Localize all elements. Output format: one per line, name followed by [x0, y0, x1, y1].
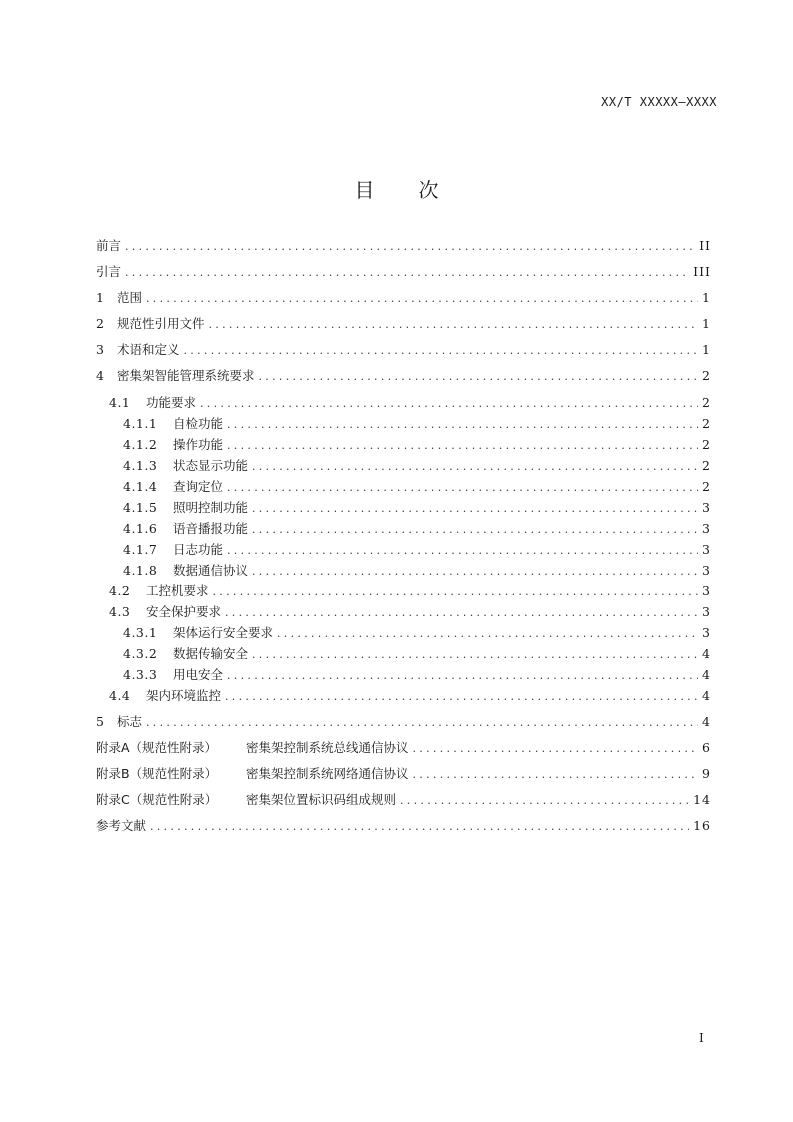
toc-entry-scope[interactable]: [96, 289, 711, 308]
toc-entry-label: 工控机要求: [146, 583, 209, 598]
toc-title: [0, 174, 793, 203]
toc-entry-operation[interactable]: [96, 436, 711, 455]
toc-entry-terms-definitions[interactable]: [96, 341, 711, 360]
toc-entry-number: 4: [96, 368, 105, 383]
toc-entry-marking[interactable]: [96, 713, 711, 732]
toc-entry-introduction[interactable]: [96, 263, 711, 282]
toc-entry-page: 3: [702, 542, 711, 557]
toc-entry-page: 16: [693, 818, 711, 833]
toc-entry-number: 4.3: [109, 604, 131, 619]
toc-entry-label: 参考文献: [96, 818, 147, 833]
toc-entry-label: 架内环境监控: [146, 688, 222, 703]
page-number: I: [699, 1031, 704, 1045]
toc-entry-page: 14: [693, 792, 711, 807]
toc-entry-rack-operation-safety[interactable]: [96, 624, 711, 643]
toc-entry-self-check[interactable]: [96, 415, 711, 434]
toc-entry-bibliography[interactable]: [96, 817, 711, 836]
toc-entry-page: 6: [702, 740, 711, 755]
leader-dots: [227, 416, 698, 434]
toc-entry-label: 语音播报功能: [173, 521, 249, 536]
toc-entry-label: 操作功能: [173, 437, 224, 452]
toc-entry-number: 2: [96, 316, 105, 331]
toc-entry-page: 9: [702, 766, 711, 781]
toc-entry-number: 4.1.3: [123, 458, 158, 473]
leader-dots: [227, 542, 698, 560]
toc-entry-appendix-b[interactable]: [96, 765, 711, 784]
toc-entry-label: 数据传输安全: [173, 646, 249, 661]
toc-entry-label: 前言: [96, 238, 122, 253]
toc-entry-environment-monitoring[interactable]: [96, 687, 711, 706]
toc-entry-page: 4: [702, 688, 711, 703]
toc-entry-number: 附录C（规范性附录）: [96, 792, 218, 807]
toc-entry-number: 4.1: [109, 395, 131, 410]
toc-entry-number: 4.1.2: [123, 437, 158, 452]
toc-entry-page: 3: [702, 604, 711, 619]
toc-entry-industrial-pc[interactable]: [96, 582, 711, 601]
toc-entry-label: 用电安全: [173, 667, 224, 682]
toc-entry-label: 标志: [117, 714, 143, 729]
toc-entry-label: 引言: [96, 264, 122, 279]
toc-entry-label: 照明控制功能: [173, 500, 249, 515]
toc-entry-page: II: [699, 238, 711, 253]
toc-entry-number: 5: [96, 714, 105, 729]
toc-entry-number: 4.2: [109, 583, 131, 598]
toc-entry-label: 数据通信协议: [173, 563, 249, 578]
toc-entry-page: 1: [702, 290, 711, 305]
leader-dots: [413, 740, 699, 758]
leader-dots: [413, 766, 699, 784]
toc-entry-page: 3: [702, 625, 711, 640]
toc-entry-foreword[interactable]: [96, 237, 711, 256]
leader-dots: [125, 264, 689, 282]
toc-entry-number: 附录B（规范性附录）: [96, 766, 218, 781]
toc-title-char-2: 次: [418, 178, 439, 202]
toc-entry-page: 2: [702, 458, 711, 473]
leader-dots: [252, 646, 698, 664]
toc-entry-lighting-control[interactable]: [96, 499, 711, 518]
toc-entry-page: 4: [702, 646, 711, 661]
leader-dots: [400, 792, 689, 810]
toc-entry-page: 2: [702, 479, 711, 494]
toc-entry-page: 4: [702, 714, 711, 729]
toc-entry-label: 功能要求: [146, 395, 197, 410]
toc-entry-label: 自检功能: [173, 416, 224, 431]
toc-entry-system-requirements[interactable]: [96, 367, 711, 386]
toc-entry-number: 4.4: [109, 688, 131, 703]
toc-entry-label: 密集架控制系统网络通信协议: [246, 766, 409, 781]
toc-entry-number: 1: [96, 290, 105, 305]
toc-entry-number: 4.1.8: [123, 563, 158, 578]
leader-dots: [225, 688, 698, 706]
leader-dots: [225, 604, 698, 622]
toc-entry-number: 附录A（规范性附录）: [96, 740, 218, 755]
leader-dots: [227, 667, 698, 685]
toc-entry-label: 术语和定义: [117, 342, 180, 357]
toc-entry-label: 密集架控制系统总线通信协议: [246, 740, 409, 755]
leader-dots: [146, 714, 698, 732]
toc-entry-page: 3: [702, 521, 711, 536]
toc-entry-label: 日志功能: [173, 542, 224, 557]
toc-entry-query-locate[interactable]: [96, 478, 711, 497]
toc-entry-label: 安全保护要求: [146, 604, 222, 619]
toc-entry-normative-references[interactable]: [96, 315, 711, 334]
toc-entry-log[interactable]: [96, 541, 711, 560]
toc-entry-label: 查询定位: [173, 479, 224, 494]
leader-dots: [259, 368, 699, 386]
toc-entry-page: 3: [702, 583, 711, 598]
leader-dots: [252, 458, 698, 476]
toc-entry-page: 2: [702, 437, 711, 452]
leader-dots: [227, 437, 698, 455]
toc-entry-page: 1: [702, 316, 711, 331]
toc-entry-page: 3: [702, 500, 711, 515]
toc-entry-number: 4.1.4: [123, 479, 158, 494]
toc-entry-number: 3: [96, 342, 105, 357]
toc-entry-label: 规范性引用文件: [117, 316, 205, 331]
toc-entry-number: 4.1.6: [123, 521, 158, 536]
toc-entry-data-protocol[interactable]: [96, 562, 711, 581]
toc-entry-label: 状态显示功能: [173, 458, 249, 473]
leader-dots: [184, 342, 699, 360]
toc-title-char-1: 目: [354, 178, 375, 202]
leader-dots: [252, 563, 698, 581]
toc-entry-label: 范围: [117, 290, 143, 305]
leader-dots: [146, 290, 698, 308]
toc-entry-number: 4.1.5: [123, 500, 158, 515]
leader-dots: [200, 395, 698, 413]
toc-entry-electrical-safety[interactable]: [96, 666, 711, 685]
leader-dots: [252, 500, 698, 518]
toc-entry-voice-broadcast[interactable]: [96, 520, 711, 539]
toc-entry-number: 4.1.1: [123, 416, 158, 431]
toc-entry-page: 4: [702, 667, 711, 682]
leader-dots: [150, 818, 689, 836]
toc-entry-number: 4.3.1: [123, 625, 158, 640]
toc-entry-number: 4.1.7: [123, 542, 158, 557]
document-code: XX/T XXXXX—XXXX: [601, 95, 717, 109]
toc-entry-page: 2: [702, 368, 711, 383]
leader-dots: [213, 583, 699, 601]
toc-entry-number: 4.3.2: [123, 646, 158, 661]
toc-entry-data-transmission-safety[interactable]: [96, 645, 711, 664]
toc-entry-label: 密集架智能管理系统要求: [117, 368, 255, 383]
toc-entry-appendix-a[interactable]: [96, 739, 711, 758]
toc-entry-label: 架体运行安全要求: [173, 625, 274, 640]
toc-entry-function-requirements[interactable]: [96, 394, 711, 413]
toc-entry-appendix-c[interactable]: [96, 791, 711, 810]
leader-dots: [227, 479, 698, 497]
toc-entry-page: 2: [702, 395, 711, 410]
leader-dots: [209, 316, 699, 334]
leader-dots: [252, 521, 698, 539]
toc-entry-page: 2: [702, 416, 711, 431]
toc-entry-label: 密集架位置标识码组成规则: [246, 792, 397, 807]
leader-dots: [277, 625, 698, 643]
toc-entry-page: 3: [702, 563, 711, 578]
leader-dots: [125, 238, 695, 256]
toc-entry-number: 4.3.3: [123, 667, 158, 682]
toc-entry-safety-protection[interactable]: [96, 603, 711, 622]
toc-entry-page: III: [693, 264, 711, 279]
toc-entry-page: 1: [702, 342, 711, 357]
toc-entry-status-display[interactable]: [96, 457, 711, 476]
